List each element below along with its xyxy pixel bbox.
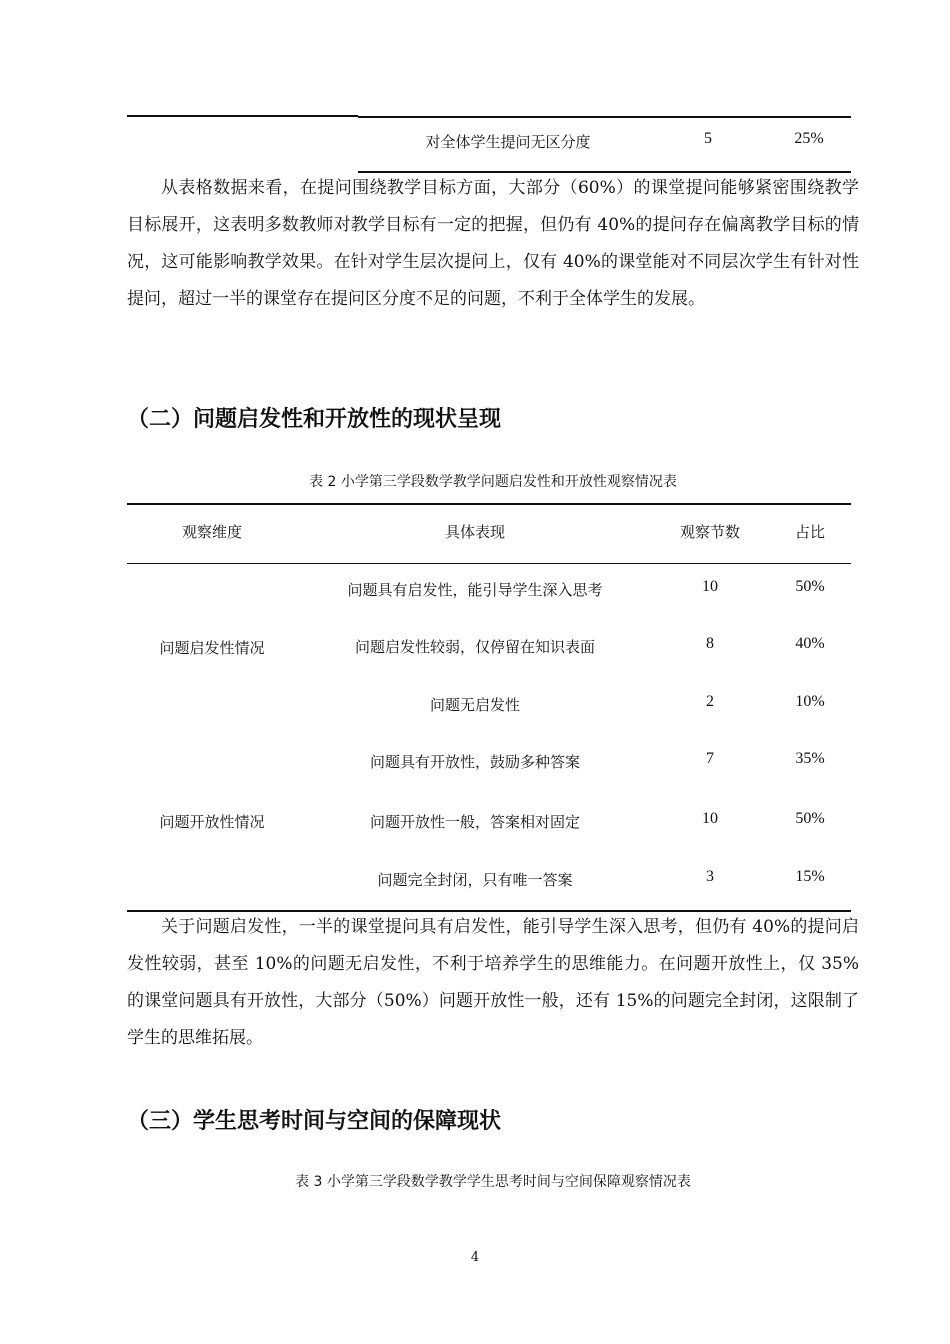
table2-row-ratio: 50%: [795, 578, 825, 595]
table2-row-count: 10: [702, 810, 718, 827]
table2-top-rule: [127, 503, 851, 505]
table2-row-ratio: 35%: [795, 750, 825, 767]
table2-header-count: 观察节数: [679, 523, 740, 541]
table2-row-performance: 问题启发性较弱，仅停留在知识表面: [354, 638, 595, 656]
table2-row-ratio: 40%: [795, 635, 825, 652]
table2-row-performance: 问题具有启发性，能引导学生深入思考: [347, 581, 603, 599]
body-paragraph-1: 从表格数据来看，在提问围绕教学目标方面，大部分（60%）的课堂提问能够紧密围绕教学目标展开，这表明多数教师对教学目标有一定的把握，但仍有 40%的提问存在偏离教学目标的情况，这可能影响教学效果。在针对学生层次提问上，仅有 40%的课堂能对不同层次学生有针对性提问，超过一半的课堂存在提问区分度不足的问题，不利于全体学生的发展。: [127, 178, 859, 309]
table2-header-performance: 具体表现: [444, 523, 505, 541]
section-heading-3: （三）学生思考时间与空间的保障现状: [127, 1109, 502, 1134]
table1-cell-count: 5: [704, 130, 712, 147]
table2-row-performance: 问题完全封闭，只有唯一答案: [377, 871, 573, 889]
table2-header-rule: [127, 563, 851, 564]
table2-row-performance: 问题开放性一般，答案相对固定: [369, 813, 580, 831]
section-heading-2: （二）问题启发性和开放性的现状呈现: [127, 407, 502, 432]
table2-row-performance: 问题无启发性: [429, 696, 520, 714]
body-paragraph-2: 关于问题启发性，一半的课堂提问具有启发性，能引导学生深入思考，但仍有 40%的提问启发性较弱，甚至 10%的问题无启发性，不利于培养学生的思维能力。在问题开放性上，仅 35%的课堂问题具有开放性，大部分（50%）问题开放性一般，还有 15%的问题完全封闭，这限制了学生的思维拓展。: [127, 917, 859, 1048]
table1-cell-ratio: 25%: [794, 130, 824, 147]
table2-row-count: 7: [706, 750, 714, 767]
table2-dimension-openness: 问题开放性情况: [159, 813, 265, 831]
table2-row-ratio: 10%: [795, 693, 825, 710]
table2-row-count: 2: [706, 693, 714, 710]
table2-header-dimension: 观察维度: [181, 523, 242, 541]
table1-top-rule-right: [358, 116, 851, 118]
table2-caption: 表 2 小学第三学段数学教学问题启发性和开放性观察情况表: [309, 474, 677, 490]
table2-dimension-heuristic: 问题启发性情况: [159, 639, 265, 657]
table2-row-count: 10: [702, 578, 718, 595]
table2-row-ratio: 15%: [795, 868, 825, 885]
table3-caption: 表 3 小学第三学段数学教学学生思考时间与空间保障观察情况表: [295, 1174, 691, 1190]
table1-cell-performance: 对全体学生提问无区分度: [425, 133, 591, 151]
table2-row-count: 3: [706, 868, 714, 885]
table2-row-count: 8: [706, 635, 714, 652]
table1-top-rule-left: [127, 115, 358, 117]
page-number: 4: [470, 1250, 480, 1265]
table2-row-performance: 问题具有开放性，鼓励多种答案: [369, 753, 580, 771]
table2-header-ratio: 占比: [794, 523, 825, 541]
table2-row-ratio: 50%: [795, 810, 825, 827]
